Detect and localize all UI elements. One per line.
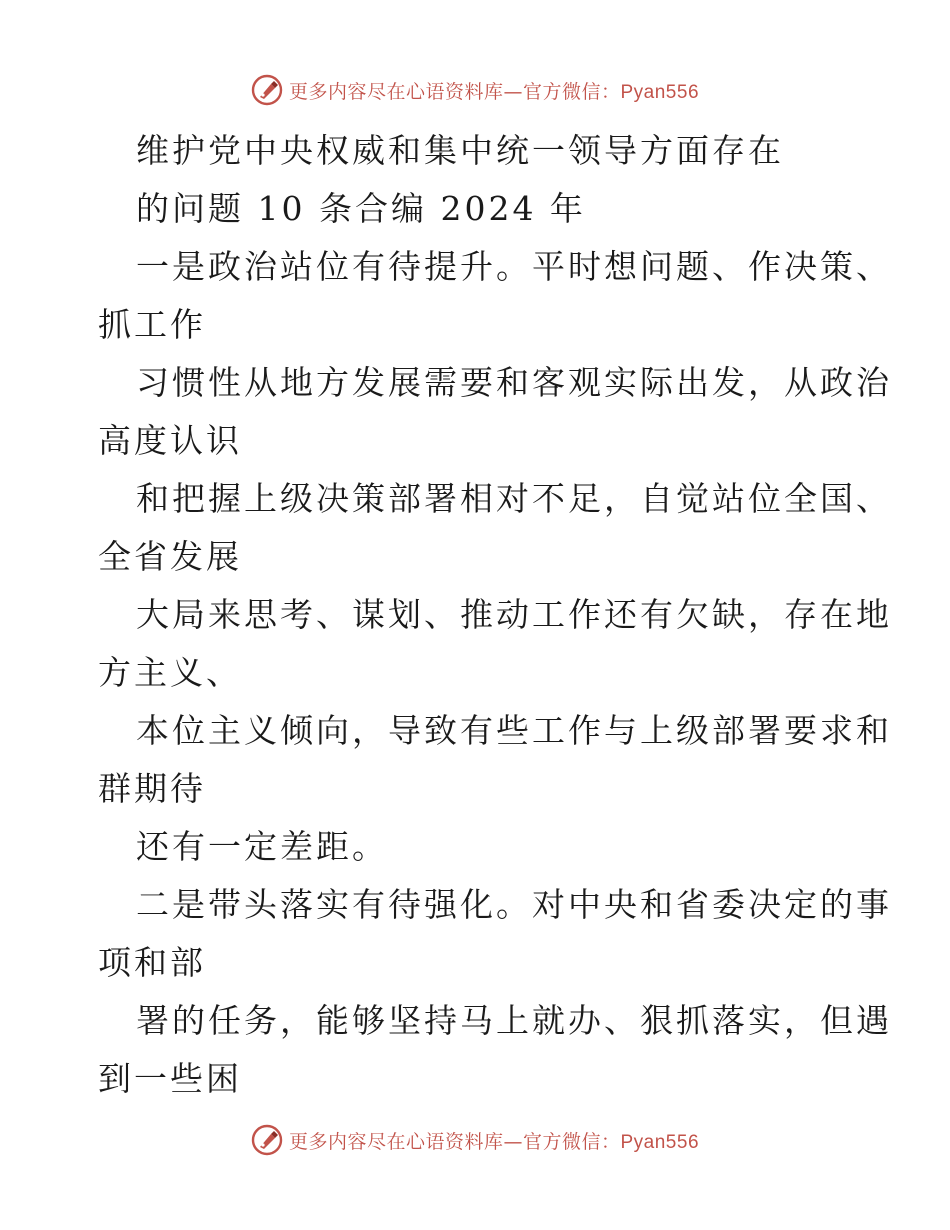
- text-line: 的问题 10 条合编 2024 年: [136, 189, 586, 228]
- text-line: 和把握上级决策部署相对不足，自觉站位全国、: [136, 479, 892, 518]
- text-line: 群期待: [98, 769, 206, 808]
- watermark-id: Pyan556: [620, 81, 700, 103]
- text-line: 署的任务，能够坚持马上就办、狠抓落实，但遇: [136, 1001, 892, 1040]
- footer-watermark: [0, 1120, 950, 1160]
- watermark-text: 更多内容尽在心语资料库—官方微信：Pyan556: [288, 1130, 700, 1153]
- watermark-text: 更多内容尽在心语资料库—官方微信：Pyan556: [288, 80, 700, 103]
- text-line: 项和部: [98, 943, 206, 982]
- text-line: 抓工作: [98, 305, 206, 344]
- text-line: 二是带头落实有待强化。对中央和省委决定的事: [136, 885, 892, 924]
- watermark-id: Pyan556: [620, 1131, 700, 1153]
- pen-nib-logo-icon: [251, 74, 283, 106]
- text-line: 一是政治站位有待提升。平时想问题、作决策、: [136, 247, 892, 286]
- text-line: 高度认识: [98, 421, 242, 460]
- text-line: 到一些困: [98, 1059, 242, 1098]
- text-line: 习惯性从地方发展需要和客观实际出发，从政治: [136, 363, 892, 402]
- text-line: 本位主义倾向，导致有些工作与上级部署要求和: [136, 711, 892, 750]
- text-line: 全省发展: [98, 537, 242, 576]
- text-line: 还有一定差距。: [136, 827, 388, 866]
- text-line: 大局来思考、谋划、推动工作还有欠缺，存在地: [136, 595, 892, 634]
- text-line: 方主义、: [98, 653, 242, 692]
- pen-nib-logo-icon: [251, 1124, 283, 1156]
- header-watermark: [0, 70, 950, 110]
- document-body: [98, 122, 892, 1108]
- text-line: 维护党中央权威和集中统一领导方面存在: [136, 131, 784, 170]
